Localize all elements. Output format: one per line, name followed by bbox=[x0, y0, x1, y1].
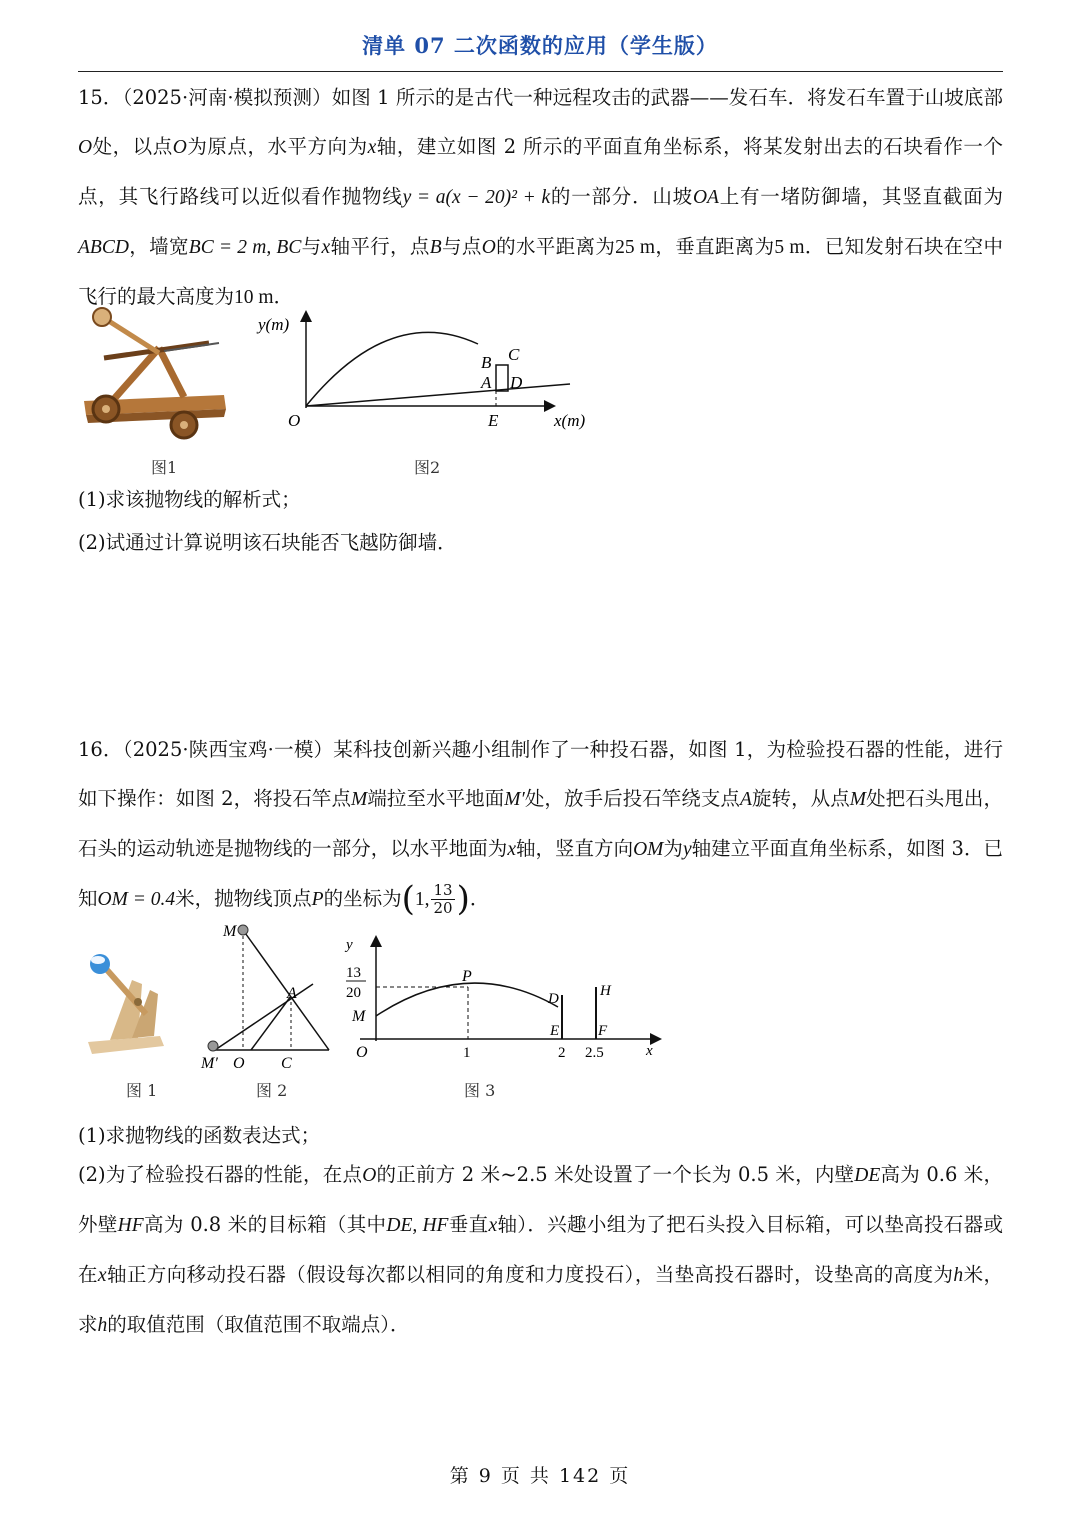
x-label: x bbox=[646, 1043, 653, 1059]
question-source: （2025·河南·模拟预测） bbox=[122, 86, 332, 109]
trebuchet-model-illustration bbox=[80, 950, 170, 1062]
label-m: M bbox=[223, 923, 237, 940]
trajectory-parabola bbox=[376, 983, 558, 1016]
label-h: H bbox=[600, 983, 611, 999]
fig1-caption: 图1 bbox=[151, 458, 178, 477]
page-footer: 第 9 页 共 142 页 bbox=[449, 1465, 631, 1487]
point-b-label: B bbox=[481, 353, 492, 372]
vertex-y-denominator: 20 bbox=[346, 985, 361, 1001]
point-c-label: C bbox=[508, 345, 520, 364]
catapult-illustration bbox=[74, 303, 234, 451]
label-mprime: M′ bbox=[201, 1055, 218, 1072]
point-d-label: D bbox=[510, 373, 523, 392]
q16-fig1-caption: 图 1 bbox=[126, 1081, 158, 1100]
parabola-formula: y = a(x − 20)² + k bbox=[402, 187, 551, 208]
q16-fig3-caption: 图 3 bbox=[464, 1081, 496, 1100]
tick-label-1: 1 bbox=[463, 1045, 471, 1061]
support-left bbox=[251, 996, 291, 1050]
point-a-label: A bbox=[481, 373, 492, 392]
point-e-label: E bbox=[488, 411, 499, 430]
label-a: A bbox=[287, 985, 297, 1002]
tick-label-2-5: 2.5 bbox=[585, 1045, 604, 1061]
question-15-text: 15．（2025·河南·模拟预测）如图 1 所示的是古代一种远程攻击的武器——发石车．将发石车置于山坡底部O处，以点O为原点，水平方向为x轴，建立如图 2 所示的平面直角坐标系，将某发射出去的石块看作一个点，其飞行路线可以近似看作抛物线y = a(x − 20)² + k的一部分．山坡OA上有一堵防御墙，其竖直截面为ABCD，墙宽BC = 2 m, BC与x轴平行，点B与点O的水平距离为25 m，垂直距离为5 m．已知发射石块在空中飞行的最大高度为10 m． bbox=[78, 86, 1003, 308]
parabola-wall-diagram bbox=[250, 308, 610, 448]
defense-wall bbox=[496, 365, 508, 391]
lever-arm bbox=[243, 930, 329, 1050]
label-d: D bbox=[548, 991, 559, 1007]
question-source: （2025·陕西宝鸡·一模） bbox=[122, 738, 334, 761]
label-e: E bbox=[550, 1023, 560, 1039]
lever-arm-released bbox=[215, 984, 313, 1050]
question-16-text: 16．（2025·陕西宝鸡·一模）某科技创新兴趣小组制作了一种投石器，如图 1，为检验投石器的性能，进行如下操作：如图 2，将投石竿点M端拉至水平地面M′处，放手后投石竿绕支点A旋转，从点M处把石头甩出，石头的运动轨迹是抛物线的一部分，以水平地面为x轴，竖直方向OM为y轴建立平面直角坐标系，如图 3．已知OM = 0.4米，抛物线顶点P的坐标为(1, $\frac{13}{20}$ )． bbox=[78, 738, 1003, 919]
label-p: P bbox=[462, 968, 472, 985]
lever-diagram bbox=[195, 918, 335, 1076]
y-axis-label: y(m) bbox=[258, 315, 290, 334]
label-m: M bbox=[352, 1008, 366, 1025]
point-mprime-ball bbox=[208, 1041, 218, 1051]
x-axis-label: x(m) bbox=[554, 411, 586, 430]
page-header-title: 清单 07 二次函数的应用（学生版） bbox=[362, 33, 718, 58]
point-m-ball bbox=[238, 925, 248, 935]
question-number: 15． bbox=[78, 86, 123, 109]
label-o: O bbox=[233, 1055, 245, 1072]
q16-sub1: (1)求抛物线的函数表达式； bbox=[78, 1124, 321, 1147]
trajectory-parabola bbox=[306, 332, 478, 406]
slope-line bbox=[306, 384, 570, 406]
tick-label-2: 2 bbox=[558, 1045, 566, 1061]
header-rule bbox=[78, 71, 1003, 72]
label-o: O bbox=[356, 1044, 368, 1061]
fig2-caption: 图2 bbox=[414, 458, 441, 477]
label-c: C bbox=[281, 1055, 292, 1072]
q16-fig2-caption: 图 2 bbox=[256, 1081, 288, 1100]
question-number: 16． bbox=[78, 738, 123, 761]
q16-sub2: (2)为了检验投石器的性能，在点O的正前方 2 米~2.5 米处设置了一个长为 0.5 米，内壁DE高为 0.6 米，外壁HF高为 0.8 米的目标箱（其中DE, HF垂直x轴）．兴趣小组为了把石头投入目标箱，可以垫高投石器或在x轴正方向移动投石器（假设每次都以相同的角度和力度投石），当垫高投石器时，设垫高的高度为h米，求h的取值范围（取值范围不取端点）． bbox=[78, 1163, 1003, 1336]
label-f: F bbox=[598, 1023, 608, 1039]
origin-label: O bbox=[288, 411, 301, 430]
vertex-fraction: $\frac{13}{20}$ bbox=[433, 881, 453, 917]
q15-sub2: (2)试通过计算说明该石块能否飞越防御墙． bbox=[78, 531, 457, 554]
projectile-target-diagram bbox=[340, 935, 670, 1065]
q15-sub1: (1)求该抛物线的解析式； bbox=[78, 488, 301, 511]
vertex-y-numerator: 13 bbox=[346, 965, 361, 981]
y-label: y bbox=[346, 937, 353, 953]
